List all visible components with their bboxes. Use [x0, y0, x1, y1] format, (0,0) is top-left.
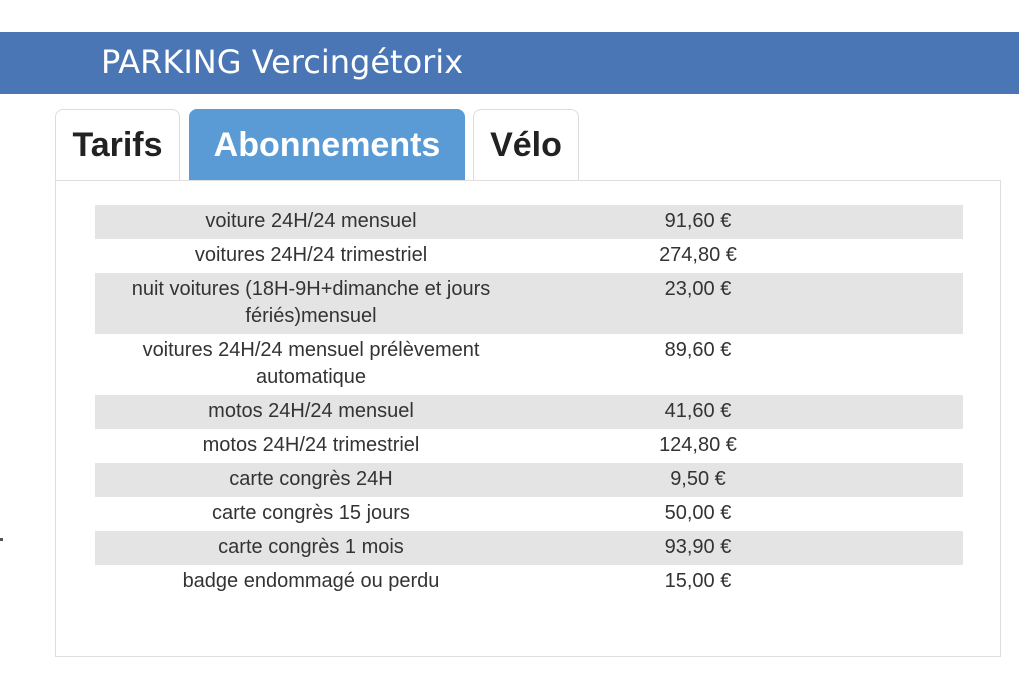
row-price: 124,80 €: [659, 434, 737, 456]
table-row: [95, 531, 963, 565]
edge-mark: [0, 538, 3, 541]
price-table: [95, 205, 963, 599]
row-label: carte congrès 15 jours: [212, 502, 410, 524]
table-row: [95, 497, 963, 531]
row-label: motos 24H/24 mensuel: [95, 395, 527, 429]
row-label: voitures 24H/24 mensuel prélèvement automatique: [142, 339, 480, 388]
row-label: voiture 24H/24 mensuel: [95, 205, 527, 239]
table-row: [95, 273, 963, 334]
table-row: [95, 334, 963, 395]
row-price: 274,80 €: [659, 244, 737, 266]
row-price: 91,60 €: [527, 205, 963, 239]
table-row: [95, 463, 963, 497]
table-row: [95, 205, 963, 239]
row-label: voitures 24H/24 trimestriel: [194, 244, 428, 266]
table-row: [95, 429, 963, 463]
table-row: [95, 239, 963, 273]
table-row: [95, 565, 963, 599]
row-label: motos 24H/24 trimestriel: [202, 434, 420, 456]
row-label: badge endommagé ou perdu: [182, 570, 440, 592]
row-label: nuit voitures (18H-9H+dimanche et jours fériés)mensuel: [95, 273, 527, 334]
row-price: 9,50 €: [527, 463, 963, 497]
tab-abonnements[interactable]: Abonnements: [189, 109, 465, 180]
row-price: 15,00 €: [664, 570, 732, 592]
row-price: 41,60 €: [527, 395, 963, 429]
tab-velo[interactable]: Vélo: [473, 109, 579, 180]
subscriptions-panel: [55, 180, 1001, 657]
table-row: [95, 395, 963, 429]
page-title: PARKING Vercingétorix: [101, 43, 464, 81]
row-label: carte congrès 1 mois: [95, 531, 527, 565]
row-price: 50,00 €: [664, 502, 732, 524]
row-price: 89,60 €: [664, 339, 732, 361]
tab-tarifs[interactable]: Tarifs: [55, 109, 180, 180]
row-price: 93,90 €: [527, 531, 963, 565]
row-label: carte congrès 24H: [95, 463, 527, 497]
row-price: 23,00 €: [527, 273, 963, 334]
